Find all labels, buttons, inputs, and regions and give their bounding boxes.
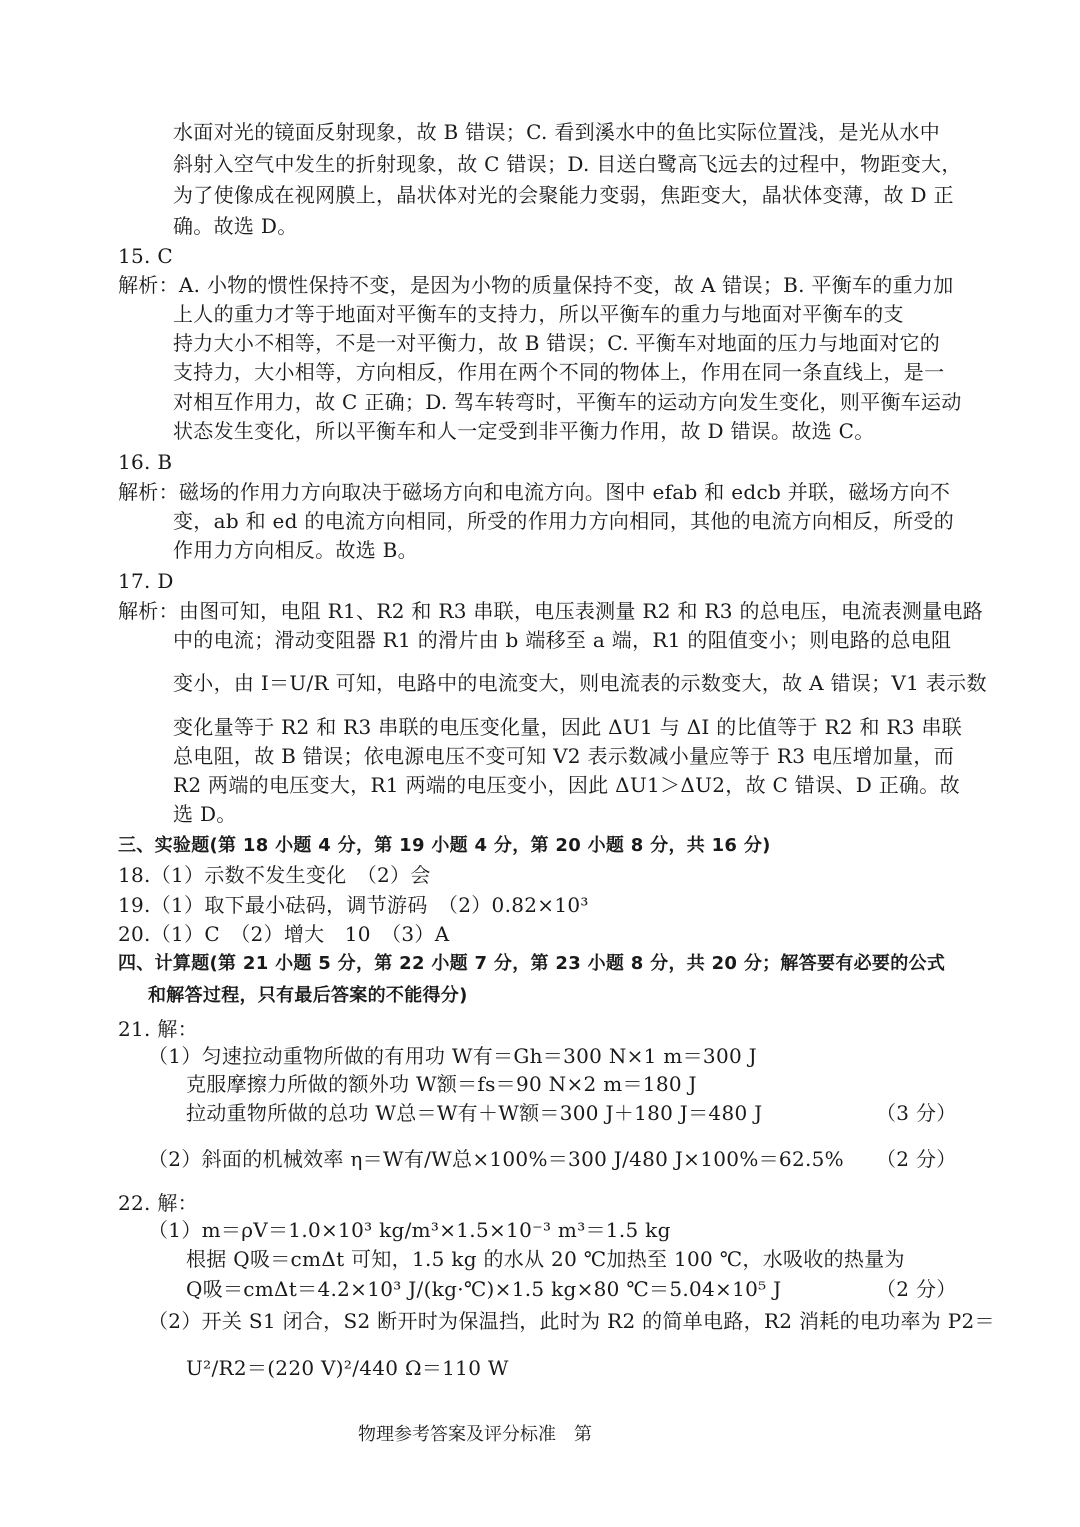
text-line: 20.（1）C （2）增大 10 （3）A xyxy=(118,922,450,946)
answer-number: 22. 解： xyxy=(118,1191,198,1215)
text-line: 水面对光的镜面反射现象，故 B 错误；C. 看到溪水中的鱼比实际位置浅，是光从水中 xyxy=(173,120,941,144)
text-line: 总电阻，故 B 错误；依电源电压不变可知 V2 表示数减小量应等于 R3 电压增加量，而 xyxy=(173,744,954,768)
text-line: 拉动重物所做的总功 W总＝W有＋W额＝300 J＋180 J＝480 J xyxy=(186,1101,763,1125)
section-heading: 四、计算题(第 21 小题 5 分，第 22 小题 7 分，第 23 小题 8 分，共 20 分；解答要有必要的公式 xyxy=(118,953,946,974)
text-line: 持力大小不相等，不是一对平衡力，故 B 错误；C. 平衡车对地面的压力与地面对它的 xyxy=(173,331,941,355)
text-line: 根据 Q吸＝cmΔt 可知，1.5 kg 的水从 20 ℃加热至 100 ℃，水吸收的热量为 xyxy=(186,1247,905,1271)
text-line: 变小，由 I＝U/R 可知，电路中的电流变大，则电流表的示数变大，故 A 错误；V1 表示数 xyxy=(173,671,987,695)
text-line: （1）m＝ρV＝1.0×10³ kg/m³×1.5×10⁻³ m³＝1.5 kg xyxy=(148,1218,671,1242)
text-line: R2 两端的电压变大，R1 两端的电压变小，因此 ΔU1＞ΔU2，故 C 错误、D 正确。故 xyxy=(173,773,960,797)
text-line: 变化量等于 R2 和 R3 串联的电压变化量，因此 ΔU1 与 ΔI 的比值等于 R2 和 R3 串联 xyxy=(173,715,963,739)
text-line: 解析：由图可知，电阻 R1、R2 和 R3 串联，电压表测量 R2 和 R3 的总电压，电流表测量电路 xyxy=(118,599,984,623)
score-label: （3 分） xyxy=(876,1101,957,1125)
page-footer: 物理参考答案及评分标准 第 xyxy=(358,1424,592,1445)
text-line: 解析：磁场的作用力方向取决于磁场方向和电流方向。图中 efab 和 edcb 并联，磁场方向不 xyxy=(118,480,951,504)
text-line: （1）匀速拉动重物所做的有用功 W有＝Gh＝300 N×1 m＝300 J xyxy=(148,1044,757,1068)
text-line: 克服摩擦力所做的额外功 W额＝fs＝90 N×2 m＝180 J xyxy=(186,1072,697,1096)
text-line: 18.（1）示数不发生变化 （2）会 xyxy=(118,863,431,887)
answer-number: 17. D xyxy=(118,569,174,593)
text-line: 选 D。 xyxy=(173,802,237,826)
section-heading: 三、实验题(第 18 小题 4 分，第 19 小题 4 分，第 20 小题 8 分，共 16 分) xyxy=(118,835,771,856)
text-line: （2）开关 S1 闭合，S2 断开时为保温挡，此时为 R2 的简单电路，R2 消耗的电功率为 P2＝ xyxy=(148,1309,995,1333)
text-line: 斜射入空气中发生的折射现象，故 C 错误；D. 目送白鹭高飞远去的过程中，物距变大， xyxy=(173,152,962,176)
text-line: 解析：A. 小物的惯性保持不变，是因为小物的质量保持不变，故 A 错误；B. 平衡车的重力加 xyxy=(118,273,954,297)
text-line: 变，ab 和 ed 的电流方向相同，所受的作用力方向相同，其他的电流方向相反，所受的 xyxy=(173,509,955,533)
text-line: 状态发生变化，所以平衡车和人一定受到非平衡力作用，故 D 错误。故选 C。 xyxy=(173,419,875,443)
score-label: （2 分） xyxy=(876,1147,957,1171)
section-heading: 和解答过程，只有最后答案的不能得分) xyxy=(148,985,468,1006)
text-line: 支持力，大小相等，方向相反，作用在两个不同的物体上，作用在同一条直线上，是一 xyxy=(173,360,945,384)
score-label: （2 分） xyxy=(876,1277,957,1301)
answer-number: 15. C xyxy=(118,244,173,268)
text-line: 为了使像成在视网膜上，晶状体对光的会聚能力变弱，焦距变大，晶状体变薄，故 D 正 xyxy=(173,183,954,207)
text-line: U²/R2＝(220 V)²/440 Ω＝110 W xyxy=(186,1356,509,1380)
text-line: 作用力方向相反。故选 B。 xyxy=(173,538,418,562)
answer-number: 21. 解： xyxy=(118,1017,198,1041)
answer-number: 16. B xyxy=(118,450,173,474)
text-line: 中的电流；滑动变阻器 R1 的滑片由 b 端移至 a 端，R1 的阻值变小；则电路的总电阻 xyxy=(173,628,952,652)
text-line: 对相互作用力，故 C 正确；D. 驾车转弯时，平衡车的运动方向发生变化，则平衡车运动 xyxy=(173,390,962,414)
text-line: 上人的重力才等于地面对平衡车的支持力，所以平衡车的重力与地面对平衡车的支 xyxy=(173,302,904,326)
text-line: 确。故选 D。 xyxy=(173,214,298,238)
text-line: （2）斜面的机械效率 η＝W有/W总×100%＝300 J/480 J×100%＝62.5% xyxy=(148,1147,844,1171)
text-line: 19.（1）取下最小砝码，调节游码 （2）0.82×10³ xyxy=(118,893,589,917)
text-line: Q吸＝cmΔt＝4.2×10³ J/(kg·℃)×1.5 kg×80 ℃＝5.04×10⁵ J xyxy=(186,1277,782,1301)
